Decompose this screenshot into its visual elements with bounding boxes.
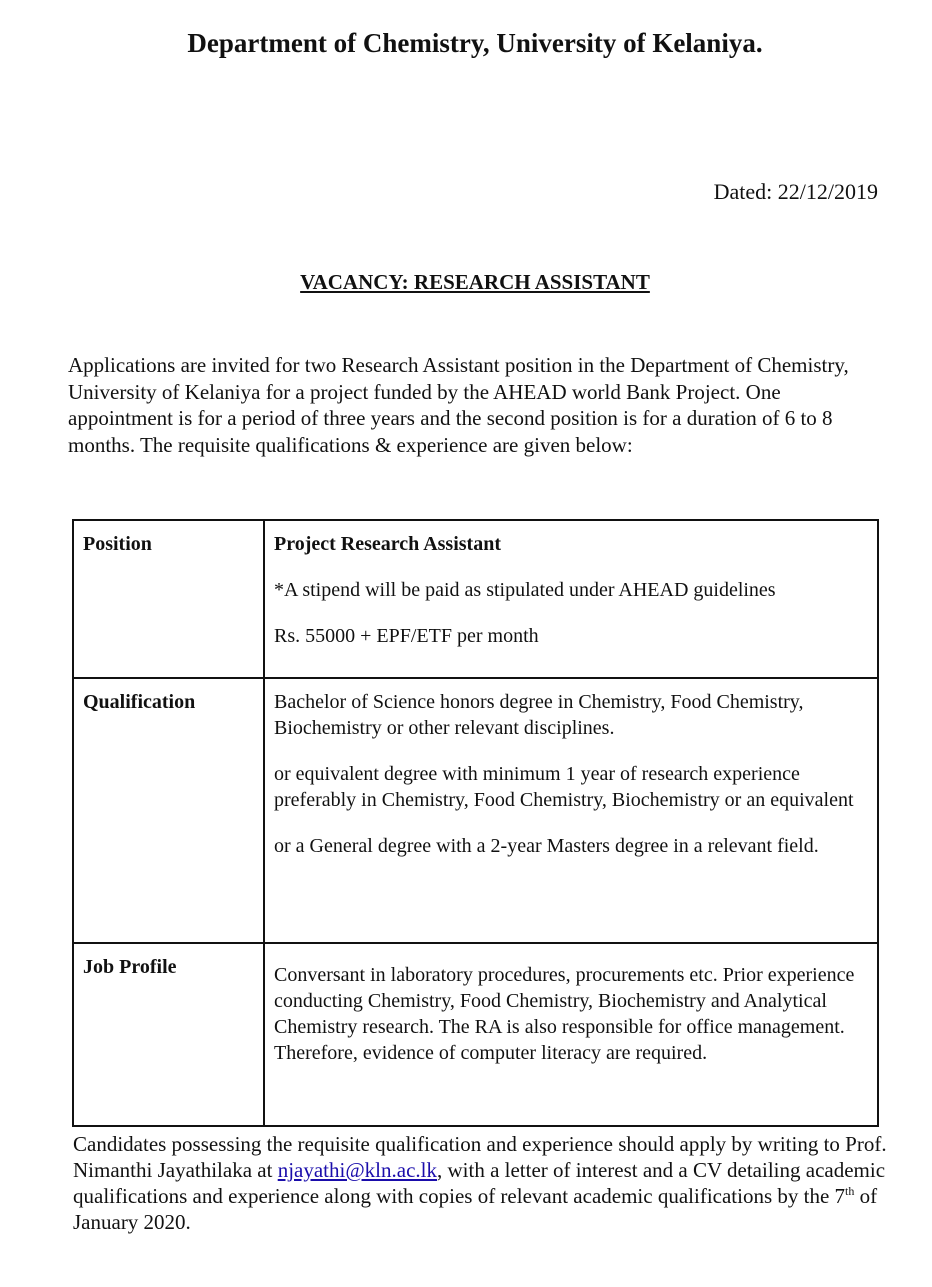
closing-text-2: , with a letter of interest and a CV detailing academic qualifications and experience along with copies of relevant academic qualifications by the 7 [73, 1158, 886, 1208]
vacancy-table [72, 519, 879, 1127]
vacancy-title: VACANCY: RESEARCH ASSISTANT [300, 270, 650, 294]
closing-text-1: Candidates possessing the requisite qualification and experience should apply by writing to Prof. Nimanthi Jayathilaka at [73, 1132, 887, 1182]
qualification-option-2: or equivalent degree with minimum 1 year of research experience preferably in Chemistry, Food Chemistry, Biochemistry or an equivalent [274, 763, 854, 811]
qualification-label: Qualification [73, 678, 264, 943]
closing-text-3: of January 2020. [73, 1184, 878, 1234]
qualification-option-3: or a General degree with a 2-year Masters degree in a relevant field. [274, 835, 819, 857]
position-label: Position [73, 520, 264, 678]
salary-text: Rs. 55000 + EPF/ETF per month [274, 625, 539, 647]
stipend-note: *A stipend will be paid as stipulated under AHEAD guidelines [274, 579, 776, 601]
table-row-job-profile [73, 943, 878, 1126]
position-details [264, 520, 878, 678]
department-heading: Department of Chemistry, University of Kelaniya. [187, 28, 763, 58]
job-profile-details [264, 943, 878, 1126]
date-line: Dated: 22/12/2019 [713, 179, 878, 204]
table-row-qualification [73, 678, 878, 943]
ordinal-suffix: th [845, 1184, 855, 1198]
position-title: Project Research Assistant [274, 533, 501, 555]
email-link[interactable]: njayathi@kln.ac.lk [277, 1158, 437, 1182]
job-profile-label: Job Profile [73, 943, 264, 1126]
job-profile-text: Conversant in laboratory procedures, procurements etc. Prior experience conducting Chemistry, Food Chemistry, Biochemistry and Analytical Chemistry research. The RA is also responsible for office management. Therefore, evidence of computer literacy are required. [274, 964, 855, 1064]
closing-paragraph [73, 1131, 893, 1235]
table-row-position [73, 520, 878, 678]
qualification-option-1: Bachelor of Science honors degree in Chemistry, Food Chemistry, Biochemistry or other relevant disciplines. [274, 691, 804, 739]
qualification-details [264, 678, 878, 943]
intro-paragraph: Applications are invited for two Research Assistant position in the Department of Chemistry, University of Kelaniya for a project funded by the AHEAD world Bank Project. One appointment is for a period of three years and the second position is for a duration of 6 to 8 months. The requisite qualifications & experience are given below: [68, 353, 849, 457]
